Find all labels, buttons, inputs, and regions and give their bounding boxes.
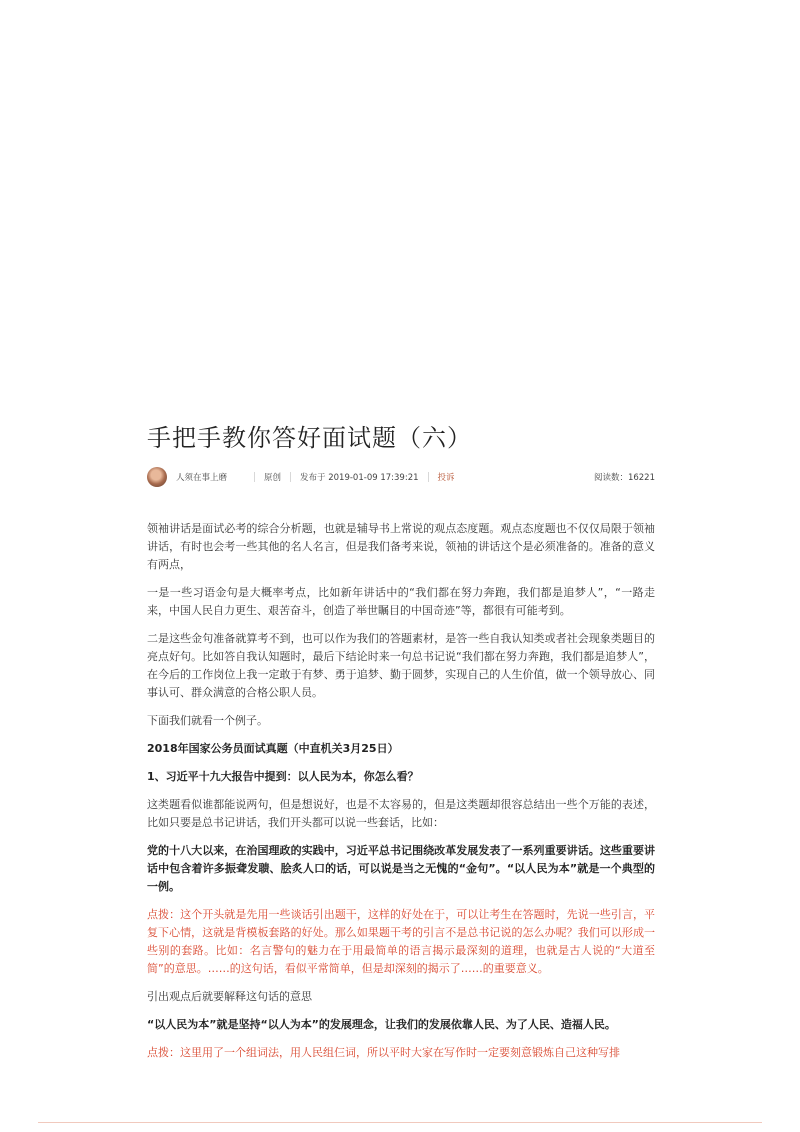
avatar[interactable]: [147, 467, 167, 487]
complaint-link[interactable]: 投诉: [437, 473, 455, 483]
tip-paragraph: 点拨：这个开头就是先用一些谈话引出题干，这样的好处在于，可以让考生在答题时，先说一些引言，平复下心情，这就是背模板套路的好处。那么如果题干考的引言不是总书记说的怎么办呢？我们可以形成一些别的套路。比如：名言警句的魅力在于用最简单的语言揭示最深刻的道理，也就是古人说的“大道至简”的意思。……的这句话，看似平常简单，但是却深刻的揭示了……的重要意义。: [147, 908, 655, 975]
sample-answer: 党的十八大以来，在治国理政的实践中，习近平总书记围绕改革发展发表了一系列重要讲话。这些重要讲话中包含着许多振聋发聩、脍炙人口的话，可以说是当之无愧的“金句”。“以人民为本”就是一个典型的一例。: [147, 844, 655, 893]
article-title: 手把手教你答好面试题（六）: [147, 424, 472, 452]
divider: [254, 472, 255, 482]
paragraph: 下面我们就看一个例子。: [147, 714, 268, 727]
read-count: 阅读数：16221: [593, 473, 655, 483]
section-heading: 2018年国家公务员面试真题（中直机关3月25日）: [147, 742, 399, 755]
article: [147, 422, 655, 1072]
tip-paragraph: 点拨：这里用了一个组词法，用人民组仨词，所以平时大家在写作时一定要刻意锻炼自己这种写排: [147, 1046, 620, 1059]
original-badge: 原创: [264, 473, 282, 483]
article-meta: [147, 464, 655, 490]
divider: [290, 472, 291, 482]
paragraph: 这类题看似谁都能说两句，但是想说好，也是不太容易的，但是这类题却很容总结出一些个万能的表述，比如只要是总书记讲话，我们开头都可以说一些套话，比如：: [147, 798, 655, 829]
divider: [428, 472, 429, 482]
paragraph: 二是这些金句准备就算考不到，也可以作为我们的答题素材，是答一些自我认知类或者社会现象类题目的亮点好句。比如答自我认知题时，最后下结论时来一句总书记说“我们都在努力奔跑，我们都是追梦人”，在今后的工作岗位上我一定敢于有梦、勇于追梦、勤于圆梦，实现自己的人生价值，做一个领导放心、同事认可、群众满意的合格公职人员。: [147, 632, 655, 699]
author-link[interactable]: 人须在事上磨: [176, 473, 228, 483]
question-heading: 1、习近平十九大报告中提到：以人民为本，你怎么看？: [147, 770, 419, 783]
paragraph: 领袖讲话是面试必考的综合分析题，也就是辅导书上常说的观点态度题。观点态度题也不仅仅局限于领袖讲话，有时也会考一些其他的名人名言，但是我们备考来说，领袖的讲话这个是必须准备的。准备的意义有两点，: [147, 522, 655, 571]
publish-time: 发布于 2019-01-09 17:39:21: [300, 473, 419, 483]
paragraph: 一是一些习语金句是大概率考点，比如新年讲话中的“我们都在努力奔跑，我们都是追梦人”，“一路走来，中国人民自力更生、艰苦奋斗，创造了举世瞩目的中国奇迹”等，都很有可能考到。: [147, 586, 655, 617]
sample-answer: “以人民为本”就是坚持“以人为本”的发展理念，让我们的发展依靠人民、为了人民、造福人民。: [147, 1018, 616, 1031]
paragraph: 引出观点后就要解释这句话的意思: [147, 990, 312, 1003]
article-body: [147, 520, 655, 1062]
divider: [38, 1122, 762, 1123]
